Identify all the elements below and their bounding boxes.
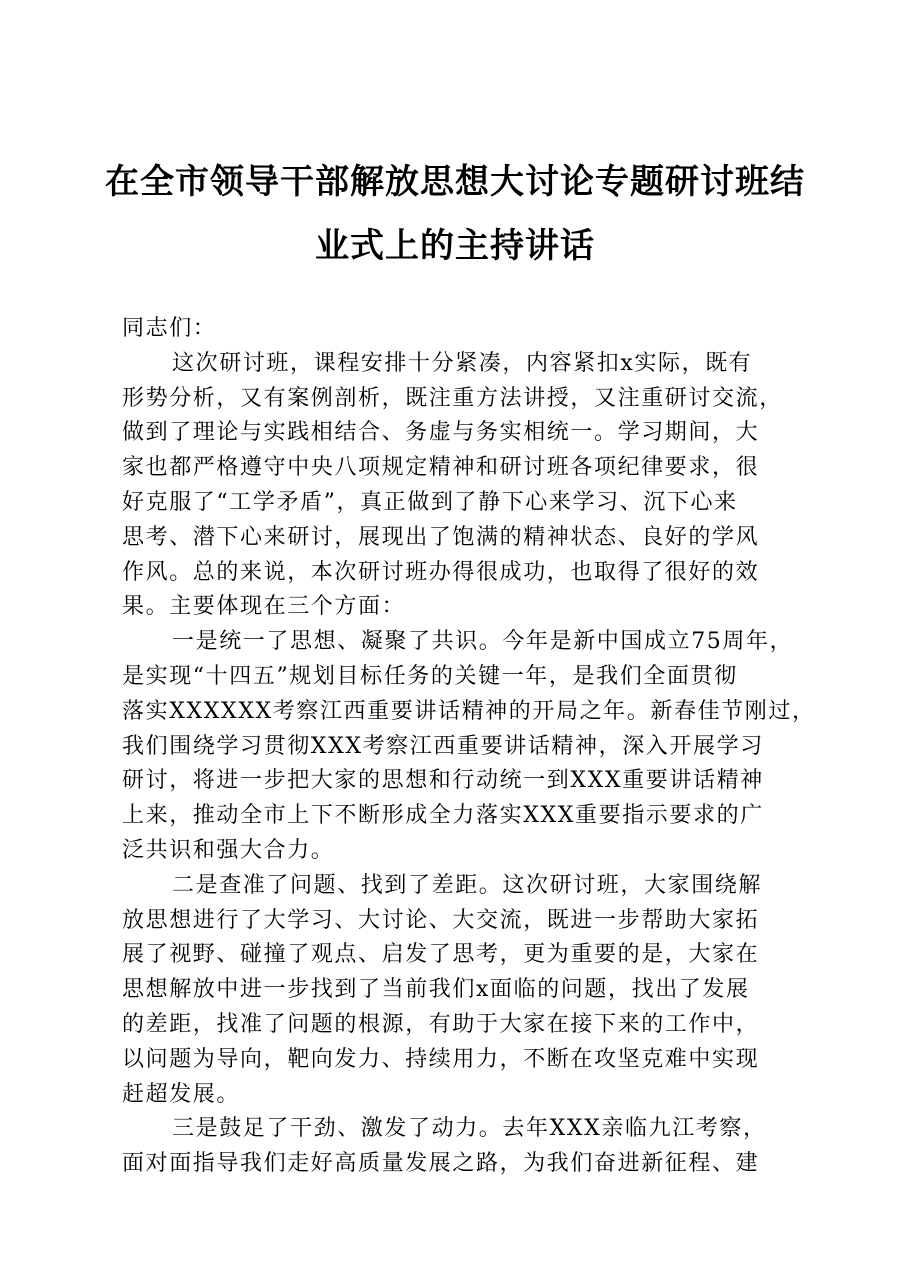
paragraph-line: 以问题为导向，靶向发力、持续用力，不断在攻坚克难中实现 [122,1046,760,1072]
paragraph-line: 面对面指导我们走好高质量发展之路，为我们奋进新征程、建 [122,1151,760,1177]
paragraph-line: 三是鼓足了干劲、激发了动力。去年XXX亲临九江考察， [172,1116,767,1142]
paragraph-line: 研讨，将进一步把大家的思想和行动统一到XXX重要讲话精神 [122,768,764,794]
paragraph-line: 赶超发展。 [122,1081,241,1107]
paragraph-line: 思考、潜下心来研讨，展现出了饱满的精神状态、良好的学风 [122,524,760,550]
paragraph-line: 放思想进行了大学习、大讨论、大交流，既进一步帮助大家拓 [122,907,760,933]
paragraph-line: 二是查准了问题、找到了差距。这次研讨班，大家围绕解 [172,872,763,898]
paragraph-line: 形势分析，又有案例剖析，既注重方法讲授，又注重研讨交流， [122,385,783,411]
paragraph-line: 上来，推动全市上下不断形成全力落实XXX重要指示要求的广 [122,803,764,829]
salutation-line: 同志们： [122,316,217,341]
paragraph-line: 作风。总的来说，本次研讨班办得很成功，也取得了很好的效 [122,559,760,585]
paragraph-line: 家也都严格遵守中央八项规定精神和研讨班各项纪律要求，很 [122,455,760,481]
paragraph-line: 果。主要体现在三个方面： [122,594,406,620]
paragraph-line: 思想解放中进一步找到了当前我们x面临的问题，找出了发展 [122,977,750,1003]
paragraph-line: 这次研讨班，课程安排十分紧凑，内容紧扣x实际，既有 [172,350,753,376]
document-body [122,312,816,1182]
paragraph-line: 的差距，找准了问题的根源，有助于大家在接下来的工作中， [122,1011,760,1037]
paragraph-line: 是实现“十四五”规划目标任务的关键一年，是我们全面贯彻 [122,663,738,689]
paragraph-line: 我们围绕学习贯彻XXX考察江西重要讲话精神，深入开展学习 [122,733,764,759]
paragraph-line: 做到了理论与实践相结合、务虚与务实相统一。学习期间，大 [122,420,760,446]
paragraph-line: 一是统一了思想、凝聚了共识。今年是新中国成立75周年， [172,629,794,655]
paragraph-line: 泛共识和强大合力。 [122,837,335,863]
document-title-line-2: 业式上的主持讲话 [315,226,595,266]
paragraph-line: 好克服了“工学矛盾”，真正做到了静下心来学习、沉下心来 [122,489,738,515]
paragraph-line: 落实XXXXXX考察江西重要讲话精神的开局之年。新春佳节刚过， [122,698,816,724]
document-title-line-1: 在全市领导干部解放思想大讨论专题研讨班结 [105,162,805,202]
paragraph-line: 展了视野、碰撞了观点、启发了思考，更为重要的是，大家在 [122,942,760,968]
